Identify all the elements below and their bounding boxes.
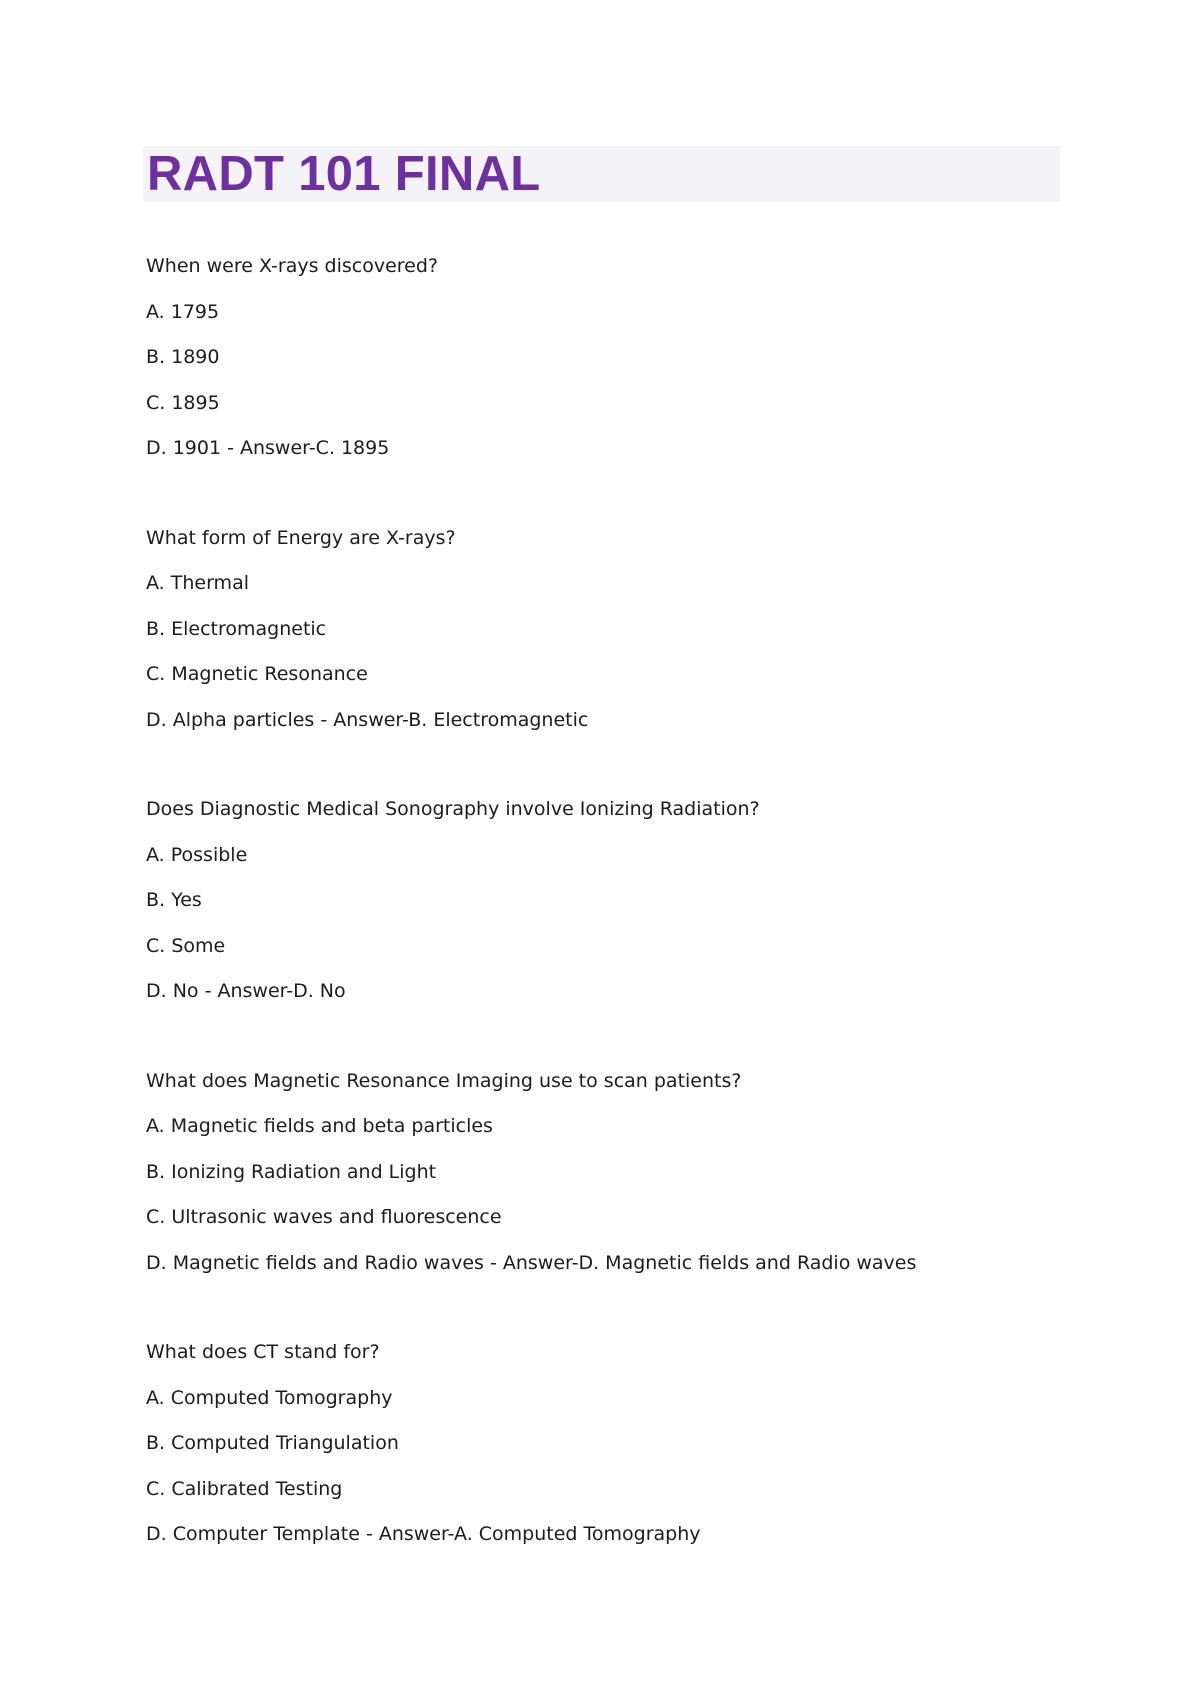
question-block-4 bbox=[146, 1059, 1096, 1287]
option-a: A. Thermal bbox=[146, 572, 249, 594]
option-b: B. Yes bbox=[146, 889, 202, 911]
option-b: B. Electromagnetic bbox=[146, 617, 327, 640]
option-b: B. Ionizing Radiation and Light bbox=[146, 1160, 437, 1183]
option-b: B. 1890 bbox=[146, 346, 220, 368]
option-a: A. Possible bbox=[146, 843, 248, 866]
option-a: A. Magnetic fields and beta particles bbox=[146, 1115, 493, 1137]
question-text: What does Magnetic Resonance Imaging use to scan patients? bbox=[146, 1069, 742, 1092]
option-c: C. 1895 bbox=[146, 391, 220, 414]
option-d-with-answer: D. Alpha particles - Answer-B. Electromagnetic bbox=[146, 708, 589, 731]
question-text: When were X-rays discovered? bbox=[146, 255, 438, 277]
question-text: What form of Energy are X-rays? bbox=[146, 526, 456, 549]
option-d-with-answer: D. 1901 - Answer-C. 1895 bbox=[146, 437, 390, 459]
option-a: A. 1795 bbox=[146, 300, 220, 323]
question-text: Does Diagnostic Medical Sonography involve Ionizing Radiation? bbox=[146, 798, 760, 820]
option-d-with-answer: D. No - Answer-D. No bbox=[146, 980, 346, 1002]
option-c: C. Some bbox=[146, 934, 226, 957]
option-c: C. Calibrated Testing bbox=[146, 1477, 343, 1500]
option-c: C. Magnetic Resonance bbox=[146, 663, 368, 685]
option-b: B. Computed Triangulation bbox=[146, 1432, 399, 1454]
question-text: What does CT stand for? bbox=[146, 1341, 380, 1363]
option-d-with-answer: D. Magnetic fields and Radio waves - Answer-D. Magnetic fields and Radio waves bbox=[146, 1251, 917, 1274]
question-block-2 bbox=[146, 516, 1096, 744]
option-d-with-answer: D. Computer Template - Answer-A. Computed Tomography bbox=[146, 1523, 701, 1545]
question-block-1 bbox=[146, 244, 1096, 472]
question-block-3 bbox=[146, 787, 1096, 1015]
question-block-5 bbox=[146, 1330, 1096, 1558]
document-title: RADT 101 FINAL bbox=[147, 147, 541, 201]
question-list bbox=[146, 244, 1096, 1602]
option-c: C. Ultrasonic waves and fluorescence bbox=[146, 1206, 502, 1228]
option-a: A. Computed Tomography bbox=[146, 1386, 393, 1409]
